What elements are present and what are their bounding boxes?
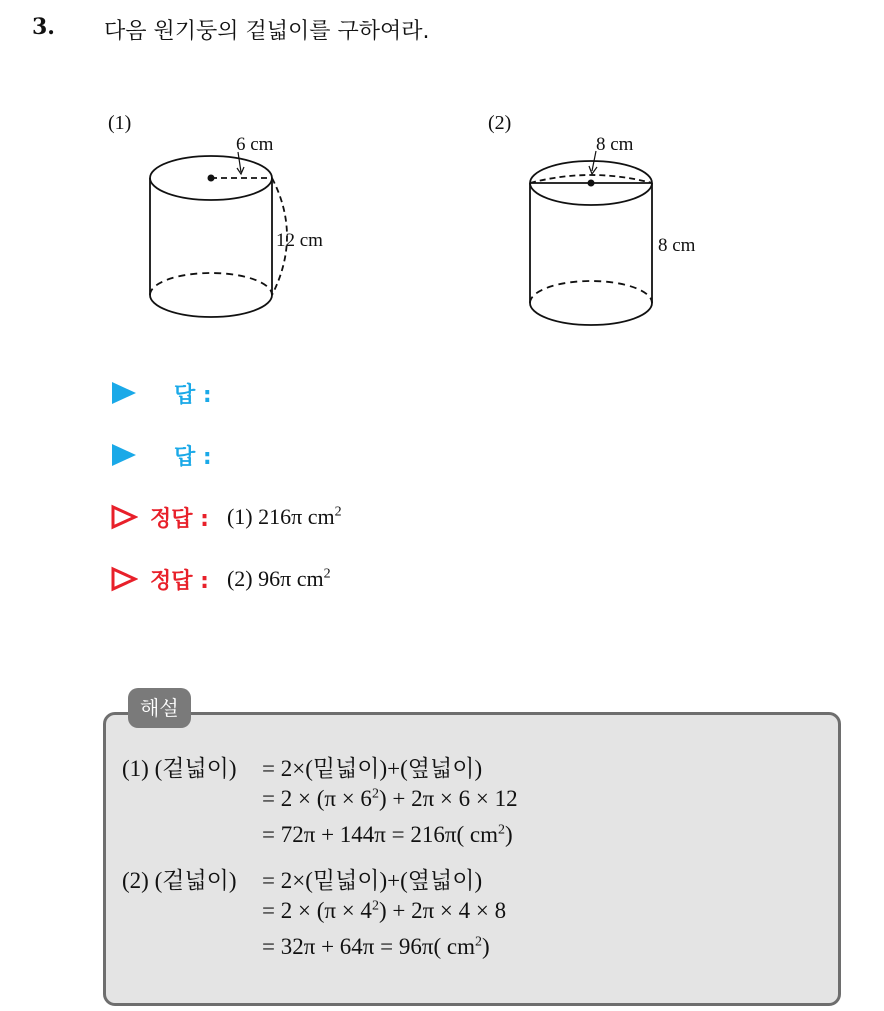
solution-line-3: = 72π + 144π = 216π( $cm^2$) — [262, 822, 513, 847]
correct-answer-value-1: (1) 216π $cm^2$ — [226, 504, 342, 529]
solution-line-1: = 2×(밑넓이)+(옆넓이) — [262, 756, 483, 781]
answer-label: 답 : — [174, 382, 212, 408]
answer-label: 답 : — [174, 444, 212, 470]
outline-arrow-icon — [110, 504, 138, 530]
radius-label: 6 cm — [236, 134, 274, 155]
answer-row-1 — [110, 378, 212, 408]
correct-answer-value-2: (2) 96π $cm^2$ — [226, 566, 331, 591]
correct-answer-row-1 — [110, 502, 342, 532]
answer-row-2 — [110, 440, 212, 470]
correct-answer-label: 정답 : — [150, 568, 209, 594]
solution-line-5: = $2 \times (\pi \times 4^2) + 2\pi \times 4 \times 8$ — [262, 898, 507, 923]
solution-line-6: = 32π + 64π = 96π( $cm^2$) — [262, 934, 490, 959]
solution-tab: 해설 — [128, 688, 191, 728]
figure-2-label: (2) — [488, 112, 512, 134]
correct-answer-row-2 — [110, 564, 331, 594]
solution-line-1-label: (1) (겉넓이) — [122, 756, 237, 781]
diameter-label: 8 cm — [596, 134, 634, 155]
question-number: 3. — [32, 14, 55, 40]
height-label-2: 8 cm — [658, 235, 696, 256]
cylinder-2-figure — [520, 135, 730, 335]
correct-answer-label: 정답 : — [150, 506, 209, 532]
solution-line-4: = 2×(밑넓이)+(옆넓이) — [262, 868, 483, 893]
question-text: 다음 원기둥의 겉넓이를 구하여라. — [104, 19, 430, 44]
figure-1-label: (1) — [108, 112, 132, 134]
solution-line-2: = $2 \times (\pi \times 6^2) + 2\pi \times 6 \times 12$ — [262, 786, 518, 811]
height-label-1: 12 cm — [276, 230, 323, 251]
solution-line-4-label: (2) (겉넓이) — [122, 868, 237, 893]
outline-arrow-icon — [110, 566, 138, 592]
play-arrow-icon — [110, 442, 138, 468]
play-arrow-icon — [110, 380, 138, 406]
